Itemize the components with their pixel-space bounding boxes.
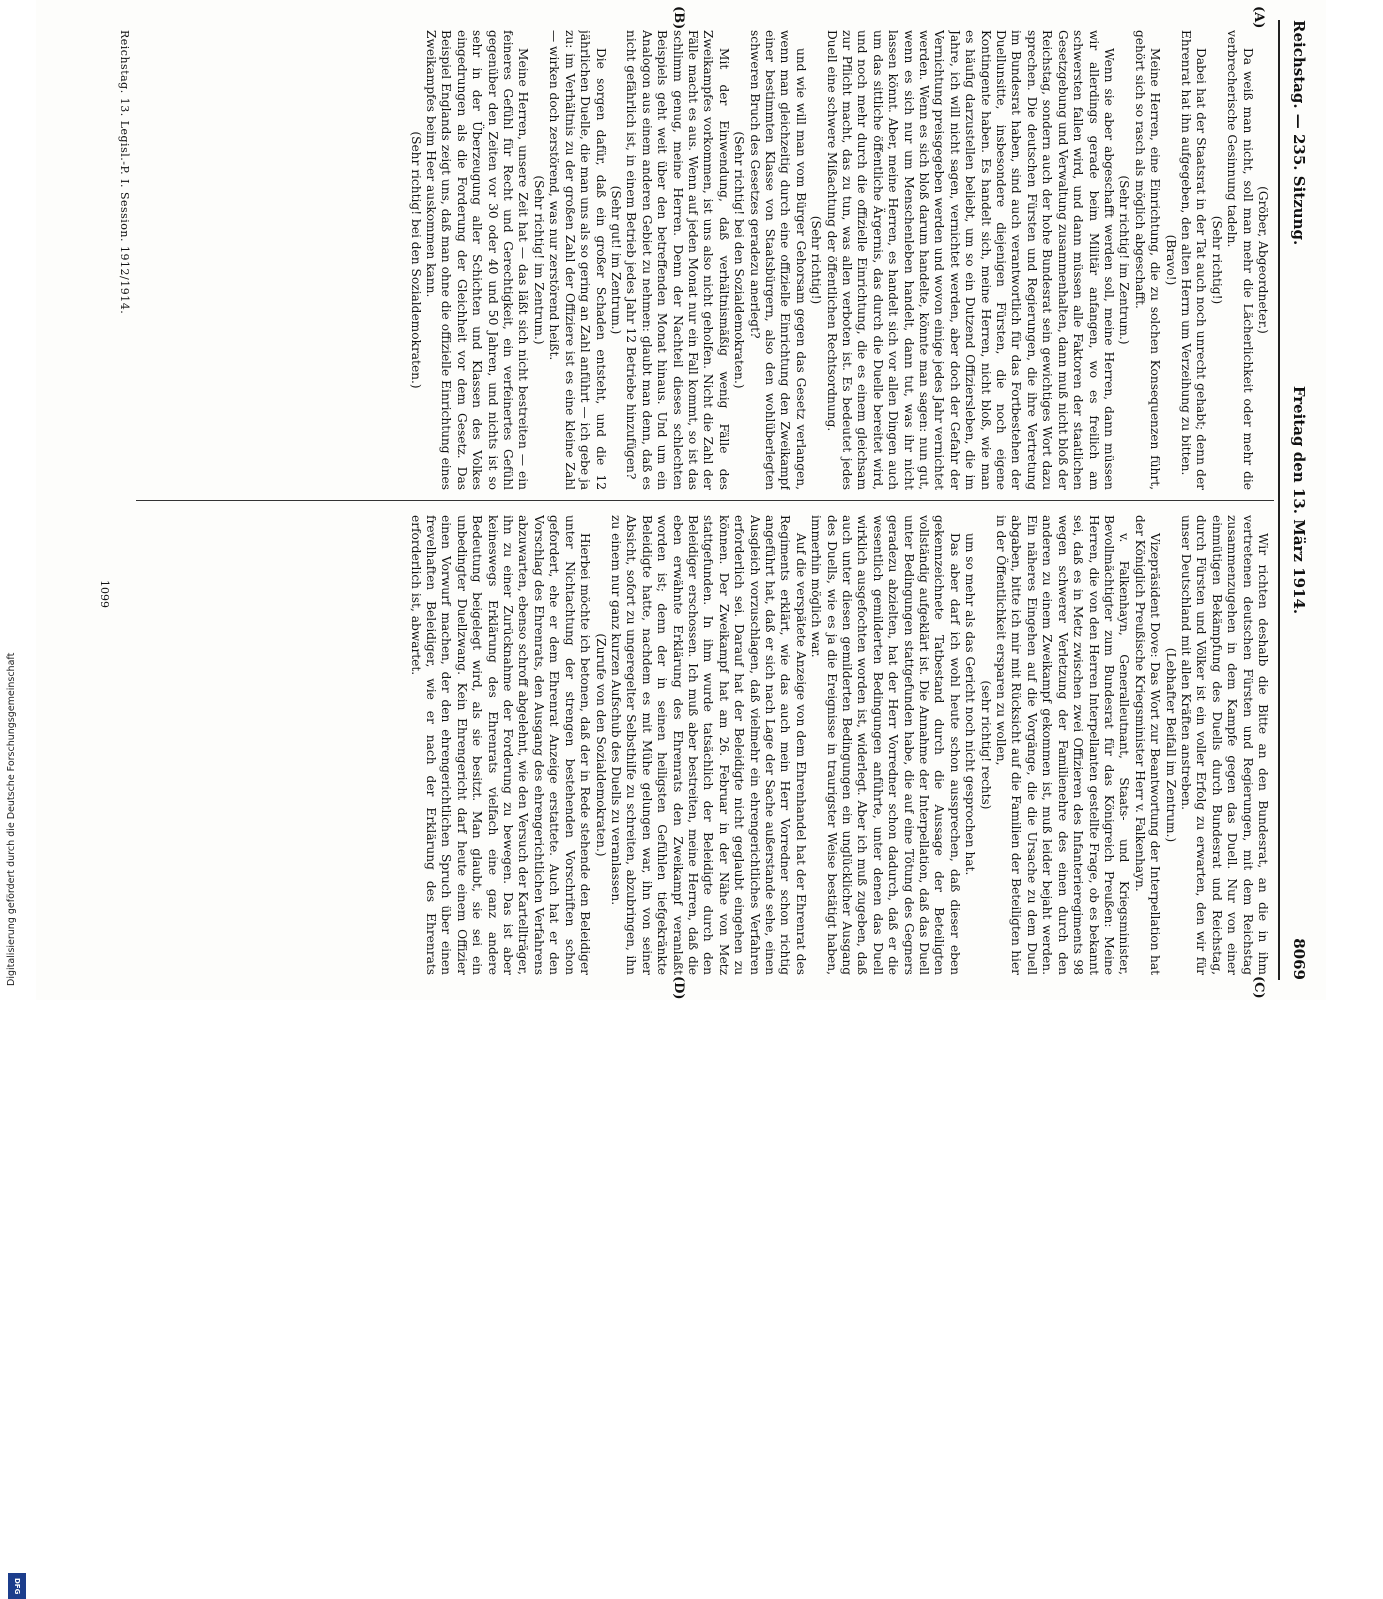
paragraph: Meine Herren, unsere Zeit hat — das läßt sich nicht bestreiten — ein feineres Gefühl für Recht und Gerechtigkeit, ein verfeinertes Gefühl gegenüber den Zeiten vor 30 oder 40 und 50 Jahren, und nichts ist so sehr in der Überzeugung aller Schichten und Klassen des Volkes eingedrungen als die Forderung der Gleichheit vor dem Gesetz. Das Beispiel Englands zeigt uns, daß man ohne die offizielle Einrichtung eines Zweikampfes beim Heer auskommen kann. — [424, 30, 531, 490]
paragraph: v. Falkenhayn, Generalleutnant, Staats- und Kriegsminister, Bevollmächtigter zum Bundesrat für das Königreich Preußen: Meine Herren, die von den Herren Interpellanten gestellte Frage, ob es bekannt sei, daß es in Metz zwischen zwei Offizieren des Infanterieregiments 98 wegen schwerer Verletzung der Familienehre des einen durch den anderen zu einem Zweikampf gekommen ist, muß leider bejaht werden. Ein näheres Eingehen auf die Vorgänge, die die Ursache zu dem Duell abgaben, bitte ich mir mit Rücksicht auf die Familien der Beteiligten hier in der Öffentlichkeit ersparen zu wollen, — [994, 515, 1132, 975]
paragraph: Meine Herren, eine Einrichtung, die zu solchen Konsequenzen führt, gehört sich so rasch als möglich abgeschafft. — [1132, 30, 1163, 490]
header-divider — [1278, 20, 1280, 980]
aside-remark: (Gröber, Abgeordneter.) — [1256, 186, 1270, 334]
margin-marker-b: (B) — [671, 6, 686, 30]
aside-remark: (Zurufe von den Sozialdemokraten.) — [593, 633, 608, 857]
paragraph: und wie will man vom Bürger Gehorsam gegen das Gesetz verlangen, wenn man gleichzeitig durch eine offizielle Einrichtung den Zweikampf einer bestimmten Klasse von Staatsbürgern, also den wohlüberlegten schweren Bruch des Gesetzes geradezu anerlegt? — [747, 30, 808, 490]
header-column-number: 8069 — [1290, 938, 1308, 980]
paragraph: Auf die verspätete Anzeige von dem Ehrenhandel hat der Ehrenrat des Regiments erklärt, wie das auch mein Herr Vorredner schon richtig angeführt hat, daß er sich nach Lage der Sache außerstande sehe, einen Ausgleich vorzuschlagen, daß vielmehr ein ehrengerichtliches Verfahren erforderlich sei. Darauf hat der Beleidigte nicht geglaubt eingehen zu können. Der Zweikampf hat am 26. Februar in der Nähe von Metz stattgefunden. In ihm wurde tatsächlich der Beleidigte durch den Beleidiger erschossen. Ich muß aber bestreiten, meine Herren, daß die eben erwähnte Erklärung des Ehrenrats den Zweikampf veranlaßt worden ist; denn der in seinen heiligsten Gefühlen tiefgekränkte Beleidigte hatte, nachdem es mit Mühe gelungen war, ihn von seiner Absicht, sofort zu ungeregelter Selbsthilfe zu schreiten, abzubringen, ihn zu einem nur ganz kurzen Aufschub des Duells zu veranlassen. — [608, 515, 808, 975]
aside-remark: (Sehr richtig!) — [809, 215, 824, 305]
digitization-sidebar — [2, 608, 32, 1595]
aside-remark: (Sehr gut! im Zentrum.) — [608, 185, 623, 335]
paragraph: Wenn sie aber abgeschafft werden soll, meine Herren, dann müssen wir allerdings gerade beim Militär anfangen, wo es freilich am schwersten fallen wird, und dann müssen alle Faktoren der staatlichen Gesetzgebung und Verwaltung zusammenhalten, dann muß nicht bloß der Reichstag, sondern auch der hohe Bundesrat sein gewichtiges Wort dazu sprechen. Die deutschen Fürsten und Regierungen, die ihre Vertretung im Bundesrat haben, sind auch verantwortlich für das Fortbestehen der Duellunsitte, insbesondere diejenigen Fürsten, die noch eigene Kontingente haben. Es handelt sich, meine Herren, nicht bloß, wie man es häufig darzustellen beliebt, um so ein Dutzend Offiziersleben, die im Jahre, ich will nicht sagen, vernichtet werden, aber doch der Gefahr der Vernichtung preisgegeben werden und wovon einige jedes Jahr vernichtet werden. Wenn es sich bloß darum handelte, könnte man sagen: nun gut, wenn es sich nur um Menschenleben handelt, dann tut, was ihr nicht lassen könnt. Aber, meine Herren, es handelt sich vor allen Dingen auch um das sittliche öffentliche Ärgernis, das durch die Duelle bereitet wird, und noch mehr durch die offizielle Einrichtung, die es einem gleichsam zur Pflicht macht, das zu tun, was allen verboten ist. Es bedeutet jedes Duell eine schwere Mißachtung der öffentlichen Rechtsordnung. — [824, 30, 1116, 490]
paragraph: Vizepräsident Dove: Das Wort zur Beantwortung der Interpellation hat der Königlich Preußische Kriegsminister Herr v. Falkenhayn. — [1132, 515, 1163, 975]
aside-remark: (Sehr richtig! im Zentrum.) — [531, 175, 546, 345]
margin-marker-d: (D) — [671, 976, 686, 1000]
page-number: 1099 — [98, 580, 111, 608]
document-page — [36, 0, 1326, 1000]
paragraph: Wir richten deshalb die Bitte an den Bundesrat, an die in ihm vertretenen deutschen Fürsten und Regierungen, mit dem Reichstag zusammenzugehen in dem Kampfe gegen das Duell. Nur von einer einmütigen Bekämpfung des Duells durch Bundesrat und Reichstag, durch Fürsten und Völker ist ein voller Erfolg zu erwarten, den wir für unser Deutschland mit allen Kräften anstreben. — [1178, 515, 1270, 975]
aside-remark: (Sehr richtig!) — [1209, 215, 1224, 305]
paragraph: Die sorgen dafür, daß ein großer Schaden entsteht, und die 12 jährlichen Duelle, die man uns als so gering an Zahl anführt — ich gebe ja zu: im Verhältnis zu der großen Zahl der Offiziere ist es eine kleine Zahl — wirken doch zerstörend, was nur zerstörend heißt. — [547, 30, 608, 490]
paragraph: Hierbei möchte ich betonen, daß der in Rede stehende den Beleidiger unter Nichtachtung der strengen bestehenden Vorschriften schon gefordert, ehe er dem Ehrenrat Anzeige erstattete. Auch hat er den Vorschlag des Ehrenrats, den Ausgang des ehrengerichtlichen Verfahrens abzuwarten, ebenso schroff abgelehnt, wie den Versuch der Kartellträger, ihn zu einer Zurücknahme der Forderung zu bewegen. Das ist aber keineswegs Erklärung des Ehrenrats vielfach eine ganz andere Bedeutung beigelegt wird, als sie besitzt. Man glaubt, sie sei ein unbedingter Duellzwang. Kein Ehrengericht darf heute einem Offizier einen Vorwurf machen, der den ehrengerichtlichen Spruch über einen frevelhaften Beleidiger, wie er nach der Erklärung des Ehrenrats erforderlich ist, abwartet. — [408, 515, 593, 975]
header-session: Reichstag. — 235. Sitzung. — [1290, 20, 1308, 246]
paragraph: Das aber darf ich wohl heute schon aussprechen, daß dieser eben gekennzeichnete Tatbestand durch die Aussage der Beteiligten vollständig aufgeklärt ist. Die Annahme der Interpellation, daß das Duell unter Bedingungen stattgefunden habe, die auf eine Tötung des Gegners geradezu abzielten, hat der Herr Vorredner schon dadurch, daß er die wesentlich gemilderten Bedingungen anführte, unter denen das Duell wirklich ausgefochten worden ist, widerlegt. Aber ich muß zugeben, daß auch unter diesen gemilderten Bedingungen ein unglücklicher Ausgang des Duells, wie es ja die Ereignisse in traurigster Weise bestätigt haben, immerhin möglich war. — [809, 515, 962, 975]
margin-marker-c: (C) — [1251, 976, 1266, 999]
paragraph: Da weiß man nicht, soll man mehr die Lächerlichkeit oder mehr die verbrecherische Gesinnung tadeln. — [1225, 30, 1255, 490]
header-date: Freitag den 13. März 1914. — [1290, 385, 1308, 615]
paragraph: Mit der Einwendung, daß verhältnismäßig wenig Fälle des Zweikampfes vorkommen, ist uns also nicht geholfen. Nicht die Zahl der Fälle macht es aus. Wenn auf jeden Monat nur ein Fall kommt, so ist das schlimm genug, meine Herren. Denn der Nachteil dieses schlechten Beispiels geht weit über den betreffenden Monat hinaus. Und um ein Analogon aus einem anderen Gebiet zu nehmen: glaubt man denn, daß es nicht gefährlich ist, in einem Betrieb jedes Jahr 12 Betriebe hinzufügen? — [624, 30, 731, 490]
left-text-column — [140, 30, 1270, 490]
aside-remark: (Sehr richtig! bei den Sozialdemokraten.) — [732, 131, 747, 389]
aside-remark: (sehr richtig! rechts) — [978, 680, 993, 810]
paragraph: um so mehr als das Gericht noch nicht gesprochen hat. — [963, 533, 978, 876]
right-text-column — [140, 515, 1270, 975]
aside-remark: (Lebhafter Beifall im Zentrum.) — [1163, 647, 1178, 843]
aside-remark: (Bravo!) — [1163, 234, 1178, 286]
margin-marker-a: (A) — [1251, 6, 1266, 29]
aside-remark: (Sehr richtig! im Zentrum.) — [1117, 175, 1132, 345]
source-line: Reichstag. 13. Legisl.-P. I. Session. 1912/1914. — [118, 30, 131, 315]
dfg-logo: DFG — [8, 1573, 26, 1599]
page-header — [1284, 20, 1312, 980]
column-divider — [136, 500, 1274, 501]
digitization-note: Digitalisierung gefördert durch die Deutsche Forschungsgemeinschaft — [6, 652, 17, 986]
paragraph: Dabei hat der Staatsrat in der Tat auch noch unrecht gehabt; denn der Ehrenrat hat ihn aufgegeben, den alten Herrn um Verzeihung zu bitten. — [1178, 30, 1209, 490]
aside-remark: (Sehr richtig! bei den Sozialdemokraten.) — [408, 131, 423, 389]
